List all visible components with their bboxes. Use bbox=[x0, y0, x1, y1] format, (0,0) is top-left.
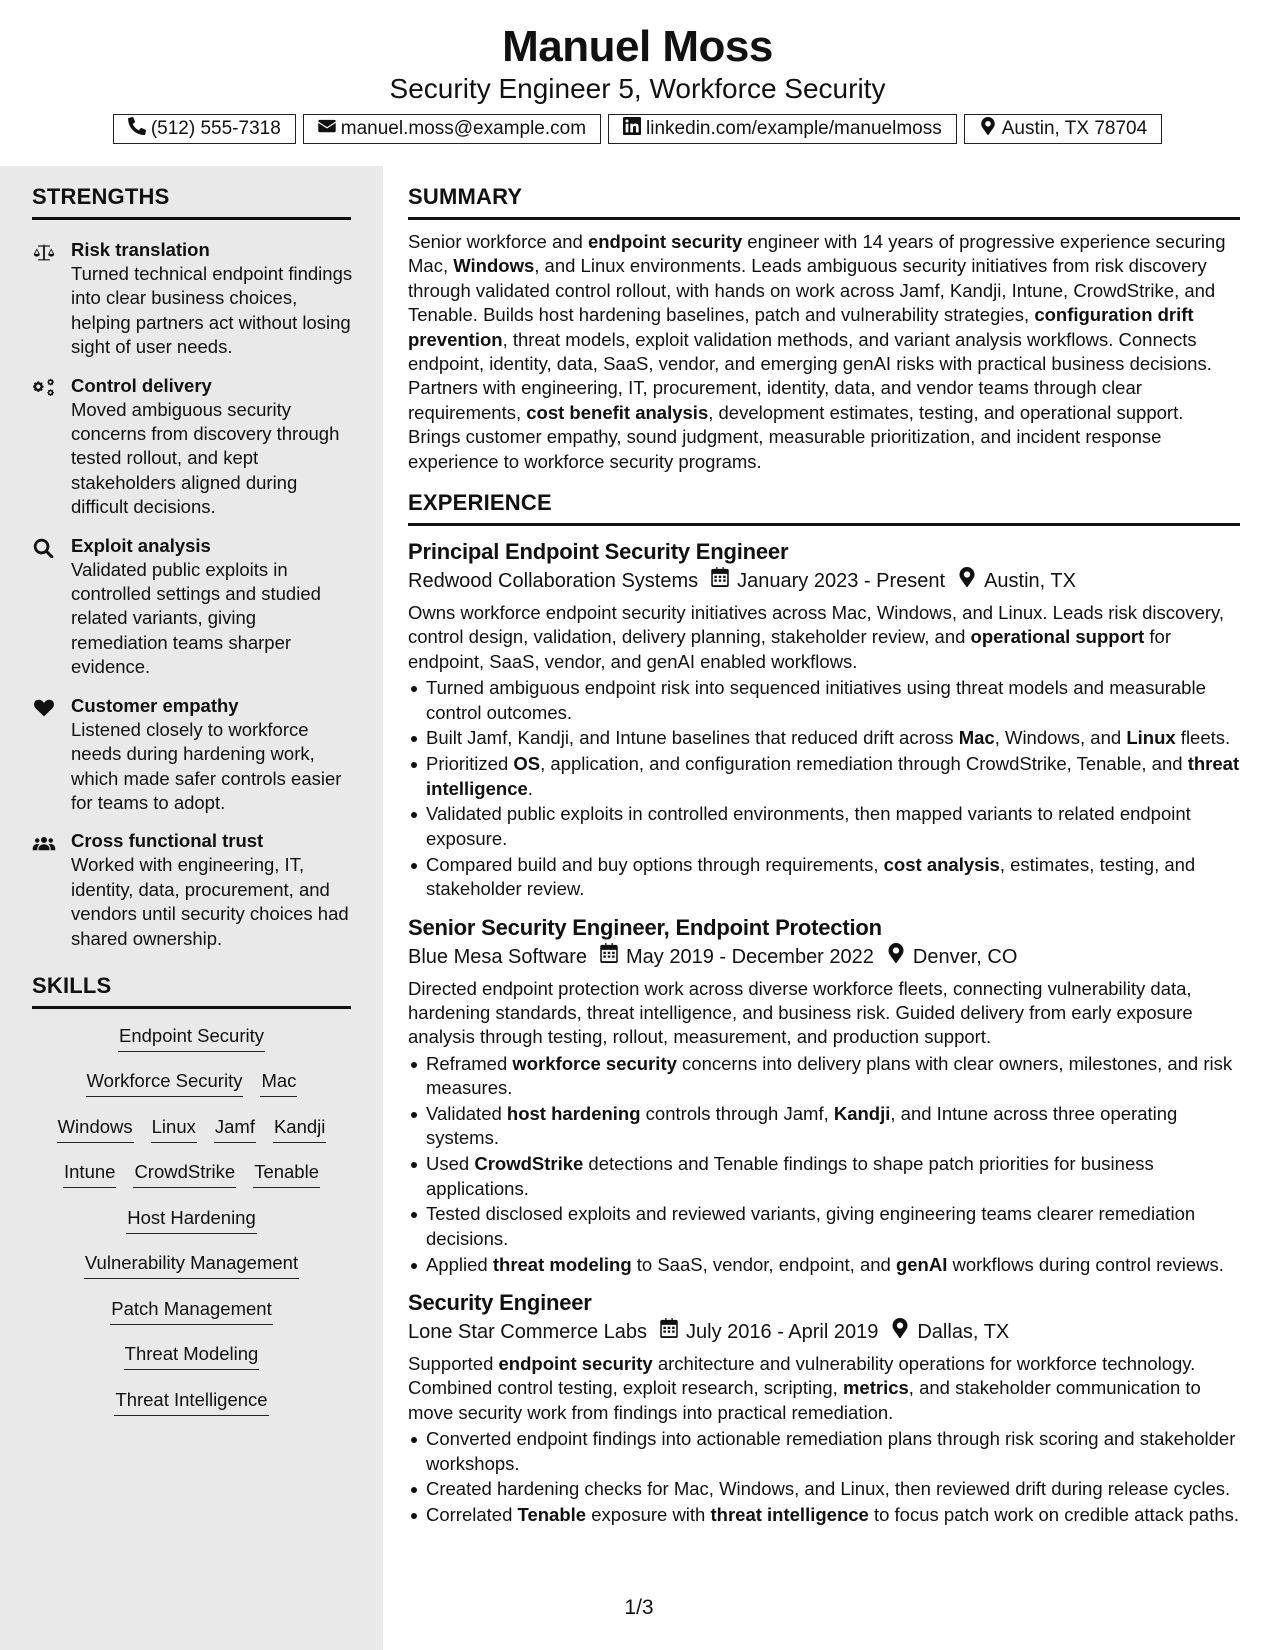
calendar-icon bbox=[698, 566, 737, 596]
job-location: Dallas, TX bbox=[917, 1320, 1010, 1343]
bullet-item bbox=[408, 1427, 1240, 1476]
bullet-item bbox=[408, 1253, 1240, 1277]
skills-heading: SKILLS bbox=[32, 973, 351, 1009]
emphasis-text: endpoint security bbox=[587, 231, 743, 252]
text-run: Converted endpoint findings into actionable remediation plans through risk scoring and stakeholder workshops. bbox=[426, 1428, 1236, 1474]
skill-tag: Kandji bbox=[273, 1116, 326, 1143]
job-title: Principal Endpoint Security Engineer bbox=[408, 539, 789, 565]
text-run: Senior workforce and bbox=[408, 231, 588, 252]
heart-icon bbox=[32, 698, 56, 718]
skills-list bbox=[32, 1021, 351, 1431]
text-run: to focus patch work on credible attack paths. bbox=[868, 1504, 1240, 1526]
scale-icon bbox=[32, 242, 56, 262]
job-dates: May 2019 - December 2022 bbox=[625, 945, 874, 968]
text-run: to SaaS, vendor, endpoint, and bbox=[631, 1253, 896, 1275]
job-description bbox=[408, 601, 1240, 674]
skill-row bbox=[57, 1112, 327, 1158]
search-icon bbox=[32, 538, 56, 558]
skill-row bbox=[126, 1203, 257, 1249]
strength-desc: Moved ambiguous security concerns from discovery through tested rollout, and kept stakeholders aligned during difficult decisions. bbox=[71, 398, 340, 518]
emphasis-text: threat modeling bbox=[492, 1253, 632, 1275]
skill-tag: Linux bbox=[151, 1116, 197, 1143]
contact-bar bbox=[0, 114, 1275, 144]
gears-icon bbox=[32, 378, 56, 398]
text-run: Owns workforce endpoint security initiatives across Mac, Windows, and Linux. Leads risk discovery, control design, validation, delivery planning, stakeholder review, and bbox=[408, 602, 1225, 648]
strength-title: Cross functional trust bbox=[71, 830, 264, 852]
bullet-item bbox=[408, 1152, 1240, 1201]
bullet-item bbox=[408, 1202, 1240, 1251]
job-description bbox=[408, 1352, 1240, 1425]
skill-tag: Threat Intelligence bbox=[114, 1389, 268, 1416]
job-entry bbox=[408, 1289, 1240, 1528]
strengths-list bbox=[0, 238, 383, 951]
skill-tag: Patch Management bbox=[110, 1298, 272, 1325]
bullet-item bbox=[408, 1052, 1240, 1101]
emphasis-text: endpoint security bbox=[498, 1352, 653, 1374]
text-run: Tested disclosed exploits and reviewed variants, giving engineering teams clearer remediation decisions. bbox=[426, 1203, 1196, 1249]
skill-row bbox=[118, 1021, 265, 1067]
summary-text bbox=[408, 230, 1240, 474]
emphasis-text: threat intelligence bbox=[426, 753, 1240, 799]
skill-tag: Tenable bbox=[253, 1161, 320, 1188]
calendar-icon bbox=[587, 942, 626, 972]
job-bullets bbox=[408, 676, 1240, 901]
job-meta bbox=[408, 1317, 1240, 1347]
text-run: Validated public exploits in controlled environments, then mapped variants to related endpoint exposure. bbox=[426, 803, 1191, 849]
emphasis-text: cost benefit analysis bbox=[526, 401, 709, 423]
strength-desc: Validated public exploits in controlled settings and studied related variants, giving remediation teams sharper evidence. bbox=[71, 558, 321, 678]
job-dates: July 2016 - April 2019 bbox=[686, 1320, 879, 1343]
phone-icon bbox=[128, 117, 146, 141]
text-run: . bbox=[527, 777, 533, 799]
skill-tag: Intune bbox=[63, 1161, 116, 1188]
strength-title: Customer empathy bbox=[71, 694, 239, 716]
text-run: Compared build and buy options through requirements, bbox=[426, 853, 884, 875]
emphasis-text: operational support bbox=[970, 626, 1145, 648]
location-pin-icon bbox=[979, 117, 997, 141]
emphasis-text: Tenable bbox=[517, 1504, 587, 1526]
text-run: architecture and vulnerability operations for workforce technology. Combined control testing, exploit research, scripting, bbox=[408, 1352, 1196, 1399]
job-company: Lone Star Commerce Labs bbox=[408, 1320, 648, 1343]
page-number: 1/3 bbox=[624, 1596, 654, 1619]
users-icon bbox=[32, 833, 56, 853]
job-location: Austin, TX bbox=[984, 570, 1076, 593]
emphasis-text: genAI bbox=[895, 1253, 948, 1275]
skill-row bbox=[124, 1339, 260, 1385]
job-entry bbox=[408, 538, 1240, 901]
job-location: Denver, CO bbox=[912, 945, 1018, 968]
text-run: detections and Tenable findings to shape patch priorities for business applications. bbox=[426, 1153, 1154, 1199]
job-company: Blue Mesa Software bbox=[408, 945, 587, 968]
strength-item bbox=[32, 238, 357, 360]
resume-header bbox=[0, 0, 1275, 166]
emphasis-text: workforce security bbox=[512, 1052, 677, 1074]
sidebar bbox=[0, 166, 383, 1650]
emphasis-text: cost analysis bbox=[883, 853, 1000, 875]
summary-heading: SUMMARY bbox=[408, 184, 1240, 220]
text-run: Supported bbox=[408, 1352, 499, 1374]
experience-heading: EXPERIENCE bbox=[408, 490, 1240, 526]
text-run: fleets. bbox=[1175, 727, 1231, 749]
strength-desc: Worked with engineering, IT, identity, data, procurement, and vendors until security choices had shared ownership. bbox=[71, 854, 349, 949]
main-column bbox=[408, 166, 1240, 1650]
emphasis-text: configuration drift prevention bbox=[408, 304, 1194, 350]
emphasis-text: OS bbox=[513, 753, 541, 775]
text-run: , application, and configuration remediation through CrowdStrike, Tenable, and bbox=[540, 753, 1188, 775]
bullet-item bbox=[408, 802, 1240, 851]
job-meta bbox=[408, 942, 1240, 972]
emphasis-text: Kandji bbox=[833, 1102, 891, 1124]
text-run: Validated bbox=[426, 1102, 507, 1124]
job-bullets bbox=[408, 1052, 1240, 1277]
text-run: , threat models, exploit validation methods, and variant analysis workflows. Connects endpoint, identity, data, SaaS, vendor, and emerging genAI risks with practical business decisions. Partners with engineering, IT, procurement, identity, data, and vendor teams through clear requirements, bbox=[408, 328, 1212, 423]
skill-tag: Threat Modeling bbox=[124, 1343, 260, 1370]
candidate-name: Manuel Moss bbox=[502, 22, 773, 71]
skill-tag: CrowdStrike bbox=[133, 1161, 236, 1188]
strength-desc: Turned technical endpoint findings into clear business choices, helping partners act without losing sight of user needs. bbox=[71, 263, 353, 358]
contact-phone[interactable] bbox=[113, 114, 296, 144]
job-entry bbox=[408, 914, 1240, 1277]
location-pin-icon bbox=[945, 566, 984, 596]
skill-row bbox=[86, 1066, 298, 1112]
emphasis-text: Windows bbox=[453, 255, 535, 277]
contact-location bbox=[964, 114, 1162, 144]
text-run: , development estimates, testing, and operational support. Brings customer empathy, sound judgment, measurable prioritization, and incident response experience to workforce security programs. bbox=[408, 401, 1184, 472]
strength-item bbox=[32, 534, 357, 680]
contact-email-text: manuel.moss@example.com bbox=[340, 118, 587, 139]
strength-item bbox=[32, 829, 357, 951]
skill-tag: Jamf bbox=[214, 1116, 256, 1143]
emphasis-text: threat intelligence bbox=[710, 1504, 869, 1526]
text-run: , and Linux environments. Leads ambiguous security initiatives from risk discovery through validated control rollout, with hands on work across Jamf, Kandji, Intune, CrowdStrike, and Tenable. Builds host hardening baselines, patch and vulnerability strategies, bbox=[408, 255, 1216, 326]
skill-tag: Endpoint Security bbox=[118, 1025, 265, 1052]
emphasis-text: Linux bbox=[1126, 727, 1176, 749]
text-run: Reframed bbox=[426, 1052, 513, 1074]
strength-title: Risk translation bbox=[71, 239, 210, 260]
strength-item bbox=[32, 694, 357, 816]
skill-tag: Windows bbox=[57, 1116, 134, 1143]
text-run: engineer with 14 years of progressive experience securing Mac, bbox=[408, 231, 1226, 277]
text-run: exposure with bbox=[586, 1504, 711, 1526]
contact-linkedin-text: linkedin.com/example/manuelmoss bbox=[646, 118, 942, 139]
emphasis-text: Mac bbox=[958, 727, 995, 749]
text-run: Turned ambiguous endpoint risk into sequenced initiatives using threat models and measurable control outcomes. bbox=[426, 677, 1206, 723]
contact-linkedin[interactable] bbox=[608, 114, 957, 144]
bullet-item bbox=[408, 752, 1240, 801]
skill-tag: Vulnerability Management bbox=[84, 1252, 299, 1279]
job-dates: January 2023 - Present bbox=[737, 570, 946, 593]
text-run: , Windows, and bbox=[994, 727, 1127, 749]
bullet-item bbox=[408, 853, 1240, 902]
calendar-icon bbox=[647, 1317, 686, 1347]
text-run: Applied bbox=[426, 1253, 493, 1275]
experience-list bbox=[408, 538, 1240, 1528]
emphasis-text: CrowdStrike bbox=[474, 1153, 584, 1175]
contact-phone-text: (512) 555-7318 bbox=[150, 118, 281, 139]
text-run: , and stakeholder communication to move security work from findings into practical remediation. bbox=[408, 1377, 1201, 1423]
skill-tag: Mac bbox=[260, 1070, 297, 1097]
skill-row bbox=[63, 1157, 320, 1203]
text-run: Correlated bbox=[426, 1504, 518, 1526]
text-run: Prioritized bbox=[426, 753, 514, 775]
bullet-item bbox=[408, 726, 1240, 750]
job-meta bbox=[408, 566, 1240, 596]
skill-row bbox=[84, 1248, 299, 1294]
bullet-item bbox=[408, 1102, 1240, 1151]
skill-tag: Workforce Security bbox=[86, 1070, 244, 1097]
strength-desc: Listened closely to workforce needs during hardening work, which made safer controls easier for teams to adopt. bbox=[71, 718, 342, 813]
location-pin-icon bbox=[874, 942, 913, 972]
strength-title: Control delivery bbox=[71, 374, 212, 396]
text-run: concerns into delivery plans with clear owners, milestones, and risk measures. bbox=[426, 1052, 1233, 1099]
job-company: Redwood Collaboration Systems bbox=[408, 570, 699, 593]
skill-row bbox=[110, 1294, 272, 1340]
candidate-role: Security Engineer 5, Workforce Security bbox=[389, 73, 886, 104]
contact-email[interactable] bbox=[303, 114, 601, 144]
bullet-item bbox=[408, 1477, 1240, 1501]
job-bullets bbox=[408, 1427, 1240, 1527]
text-run: workflows during control reviews. bbox=[947, 1253, 1224, 1275]
linkedin-icon bbox=[623, 117, 641, 141]
bullet-item bbox=[408, 1503, 1240, 1527]
text-run: for endpoint, SaaS, vendor, and genAI enabled workflows. bbox=[408, 626, 1171, 672]
text-run: Directed endpoint protection work across diverse workforce fleets, connecting vulnerability data, hardening standards, threat intelligence, and business risk. Guided delivery from early exposure analysis through testing, rollout, measurement, and production support. bbox=[408, 977, 1193, 1048]
contact-location-text: Austin, TX 78704 bbox=[1001, 118, 1148, 139]
text-run: Created hardening checks for Mac, Windows, and Linux, then reviewed drift during release cycles. bbox=[426, 1478, 1231, 1500]
text-run: Used bbox=[426, 1153, 475, 1175]
emphasis-text: metrics bbox=[842, 1377, 909, 1399]
strengths-heading: STRENGTHS bbox=[32, 184, 351, 220]
skill-tag: Host Hardening bbox=[126, 1207, 257, 1234]
job-title: Senior Security Engineer, Endpoint Protection bbox=[408, 914, 882, 940]
job-title: Security Engineer bbox=[408, 1289, 592, 1315]
text-run: controls through Jamf, bbox=[640, 1102, 834, 1124]
bullet-item bbox=[408, 676, 1240, 725]
strength-title: Exploit analysis bbox=[71, 534, 211, 556]
text-run: , and Intune across three operating systems. bbox=[426, 1102, 1178, 1149]
text-run: Built Jamf, Kandji, and Intune baselines that reduced drift across bbox=[426, 727, 959, 749]
skill-row bbox=[114, 1385, 268, 1431]
location-pin-icon bbox=[878, 1317, 917, 1347]
strength-item bbox=[32, 374, 357, 520]
text-run: , estimates, testing, and stakeholder review. bbox=[426, 853, 1196, 900]
envelope-icon bbox=[318, 117, 336, 141]
emphasis-text: host hardening bbox=[506, 1102, 641, 1124]
job-description bbox=[408, 977, 1240, 1050]
